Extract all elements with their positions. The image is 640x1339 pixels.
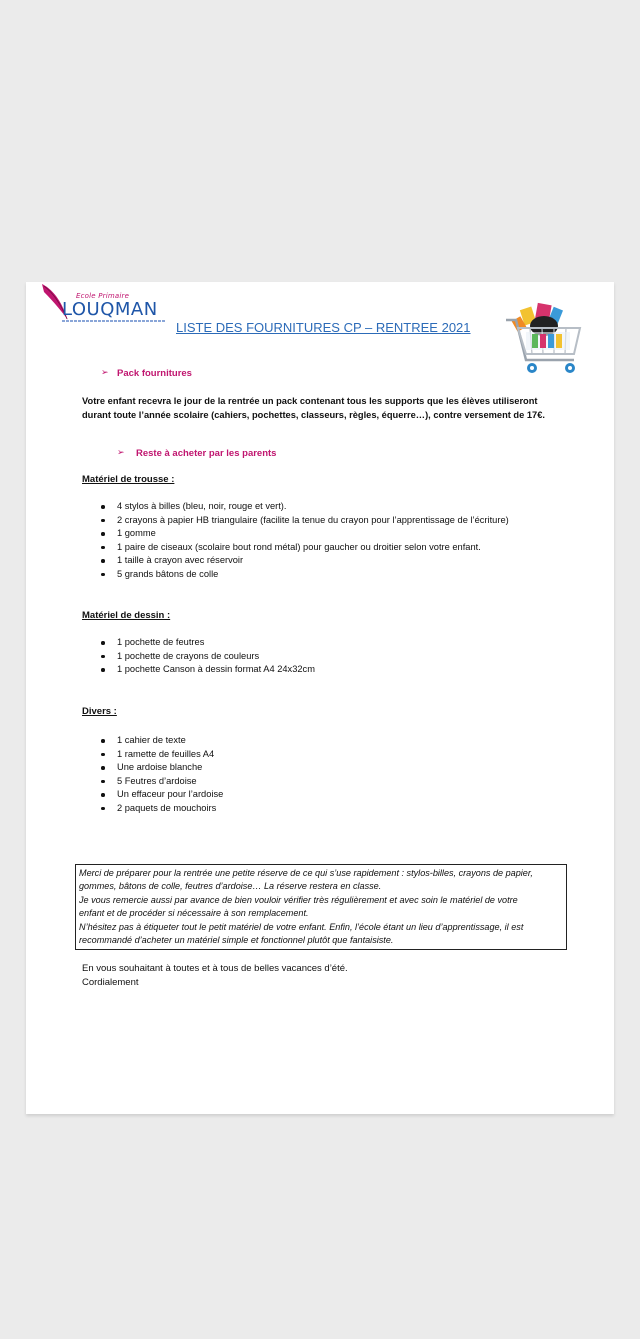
arrow-bullet-icon: ➢: [101, 367, 109, 377]
logo-subtitle: Ecole Primaire: [76, 292, 130, 300]
intro-line: durant toute l’année scolaire (cahiers, pochettes, classeurs, règles, équerre…), contre versement de 17€.: [82, 410, 545, 420]
parents-heading: Reste à acheter par les parents: [136, 448, 277, 459]
list-item: 2 crayons à papier HB triangulaire (facilite la tenue du crayon pour l’apprentissage de l’écriture): [100, 514, 509, 528]
logo-name: LOUQMAN: [62, 299, 158, 320]
list-item: 4 stylos à billes (bleu, noir, rouge et vert).: [100, 500, 509, 514]
logo-tagline-line: [62, 320, 166, 322]
shopping-cart-icon: [496, 290, 588, 382]
arrow-bullet-icon: ➢: [117, 447, 125, 457]
category-title: Matériel de trousse :: [82, 474, 175, 485]
note-line: recommandé d’acheter un matériel simple et fonctionnel plutôt que fantaisiste.: [79, 935, 394, 946]
list-item: 5 grands bâtons de colle: [100, 568, 509, 582]
document-page: [26, 282, 614, 1114]
document-title: LISTE DES FOURNITURES CP – RENTREE 2021: [176, 320, 471, 335]
category-title: Matériel de dessin :: [82, 610, 171, 621]
list-item: 1 gomme: [100, 527, 509, 541]
closing-line: Cordialement: [82, 976, 139, 988]
note-line: N’hésitez pas à étiqueter tout le petit matériel de votre enfant. Enfin, l’école étant un lieu d’apprentissage, il est: [79, 921, 524, 932]
closing-line: En vous souhaitant à toutes et à tous de belles vacances d’été.: [82, 963, 348, 974]
list-item: 1 pochette de crayons de couleurs: [100, 650, 315, 664]
list-item: 5 Feutres d’ardoise: [100, 775, 223, 789]
list-item: 2 paquets de mouchoirs: [100, 802, 223, 816]
list-item: 1 ramette de feuilles A4: [100, 748, 223, 762]
pack-heading: Pack fournitures: [117, 368, 192, 379]
closing: [82, 962, 348, 989]
note-line: enfant et de procéder si nécessaire à son remplacement.: [79, 908, 309, 919]
note-line: Merci de préparer pour la rentrée une petite réserve de ce qui s’use rapidement : stylos-billes, crayons de papier,: [79, 868, 533, 878]
category-title: Divers :: [82, 706, 117, 717]
dessin-list: [100, 636, 315, 677]
divers-list: [100, 734, 223, 815]
list-item: 1 pochette de feutres: [100, 636, 315, 650]
list-item: Un effaceur pour l’ardoise: [100, 788, 223, 802]
pack-intro: [82, 394, 562, 422]
note-line: Je vous remercie aussi par avance de bien vouloir vérifier très régulièrement et avec soin le matériel de votre: [79, 894, 518, 905]
school-logo: [40, 282, 170, 328]
list-item: Une ardoise blanche: [100, 761, 223, 775]
trousse-list: [100, 500, 509, 581]
list-item: 1 taille à crayon avec réservoir: [100, 554, 509, 568]
intro-line: Votre enfant recevra le jour de la rentrée un pack contenant tous les supports que les élèves utiliseront: [82, 396, 538, 406]
note-box: [75, 864, 567, 950]
note-line: gommes, bâtons de colle, feutres d’ardoise… La réserve restera en classe.: [79, 881, 382, 892]
list-item: 1 cahier de texte: [100, 734, 223, 748]
list-item: 1 pochette Canson à dessin format A4 24x32cm: [100, 663, 315, 677]
list-item: 1 paire de ciseaux (scolaire bout rond métal) pour gaucher ou droitier selon votre enfant.: [100, 541, 509, 555]
